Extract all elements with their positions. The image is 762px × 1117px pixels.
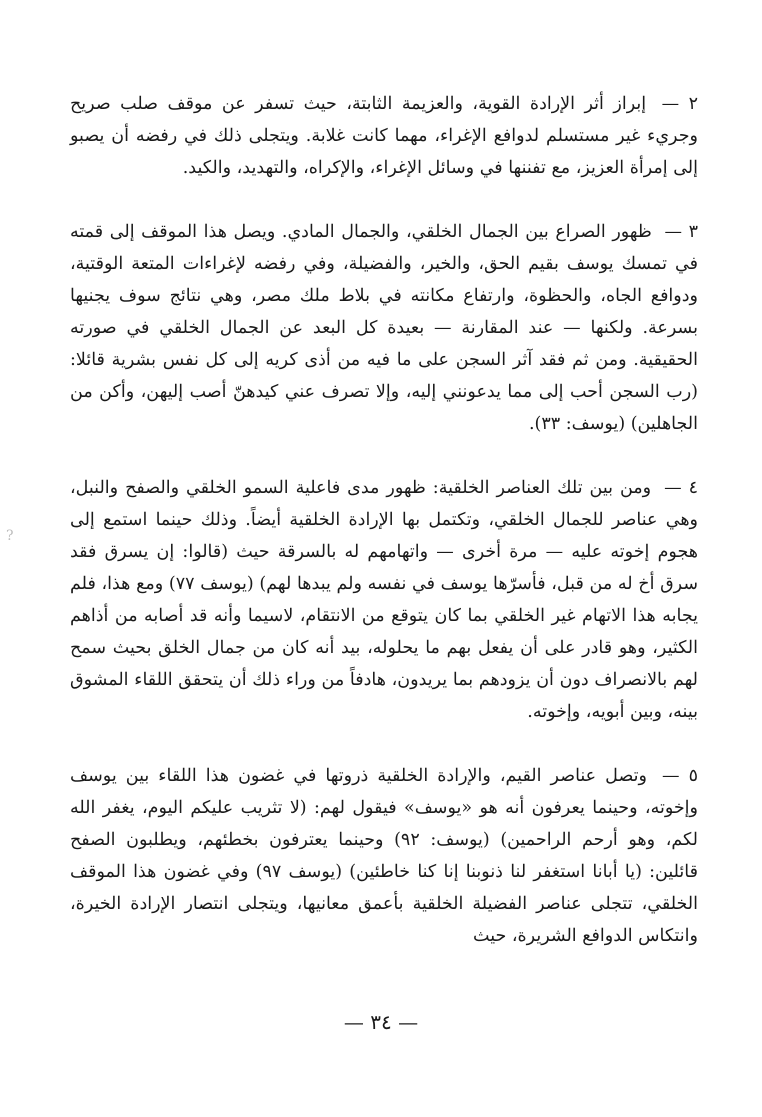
paragraph-number: ٣ — [664, 222, 698, 242]
paragraph-4 [70, 472, 698, 728]
paragraph-text: ومن بين تلك العناصر الخلقية: ظهور مدى فاعلية السمو الخلقي والصفح والنبل، وهي عناصر للجمال الخلقي، وتكتمل بها الإرادة الخلقية أيضاً. وذلك حينما استمع إلى هجوم إخوته عليه — مرة أخرى — واتهامهم له بالسرقة حيث (قالوا: إن يسرق فقد سرق أخ له من قبل، فأسرّها يوسف في نفسه ولم يبدها لهم) (يوسف ٧٧) ومع هذا، فلم يجابه هذا الاتهام غير الخلقي بما كان يتوقع من الانتقام، لاسيما وأنه قد أصابه من أذاهم الكثير، وهو قادر على أن يفعل بهم ما يحلوله، بيد أنه كان من جمال الخلق بحيث سمح لهم بالانصراف دون أن يزودهم بما يريدون، هادفاً من وراء ذلك أن يتحقق اللقاء المشوق بينه، وبين أبويه، وإخوته. [70, 478, 698, 722]
paragraph-2 [70, 88, 698, 184]
margin-mark-icon: ? [6, 528, 14, 544]
paragraph-number: ٥ — [662, 766, 698, 786]
paragraph-text: إبراز أثر الإرادة القوية، والعزيمة الثابتة، حيث تسفر عن موقف صلب صريح وجريء غير مستسلم لدوافع الإغراء، مهما كانت غلابة. ويتجلى ذلك في رفضه أن يصبو إلى إمرأة العزيز، مع تفننها في وسائل الإغراء، والإكراه، والتهديد، والكيد. [70, 94, 698, 178]
paragraph-5 [70, 760, 698, 952]
paragraph-3 [70, 216, 698, 440]
paragraph-text: وتصل عناصر القيم، والإرادة الخلقية ذروتها في غضون هذا اللقاء بين يوسف وإخوته، وحينما يعرفون أنه هو «يوسف» فيقول لهم: (لا تثريب عليكم اليوم، يغفر الله لكم، وهو أرحم الراحمين) (يوسف: ٩٢) وحينما يعترفون بخطئهم، ويطلبون الصفح قائلين: (يا أبانا استغفر لنا ذنوبنا إنا كنا خاطئين) (يوسف ٩٧) وفي غضون هذا الموقف الخلقي، تتجلى عناصر الفضيلة الخلقية بأعمق معانيها، ويتجلى انتصار الإرادة الخيرة، وانتكاس الدوافع الشريرة، حيث [70, 766, 698, 946]
paragraph-number: ٤ — [664, 478, 698, 498]
page-number: — ٣٤ — [343, 1010, 419, 1034]
paragraph-number: ٢ — [661, 94, 698, 114]
paragraph-text: ظهور الصراع بين الجمال الخلقي، والجمال المادي. ويصل هذا الموقف إلى قمته في تمسك يوسف بقيم الحق، والخير، والفضيلة، وفي رفضه لإغراءات المتعة الوقتية، ودوافع الجاه، والحظوة، وارتفاع مكانته في بلاط ملك مصر، وهي نتائج سوف يجنيها بسرعة. ولكنها — عند المقارنة — بعيدة كل البعد عن الجمال الخلقي في صورته الحقيقية. ومن ثم فقد آثر السجن على ما فيه من أذى كريه إلى كل نفس بشرية قائلا: (رب السجن أحب إلى مما يدعونني إليه، وإلا تصرف عني كيدهنّ أصب إليهن، وأكن من الجاهلين) (يوسف: ٣٣). [70, 222, 698, 434]
